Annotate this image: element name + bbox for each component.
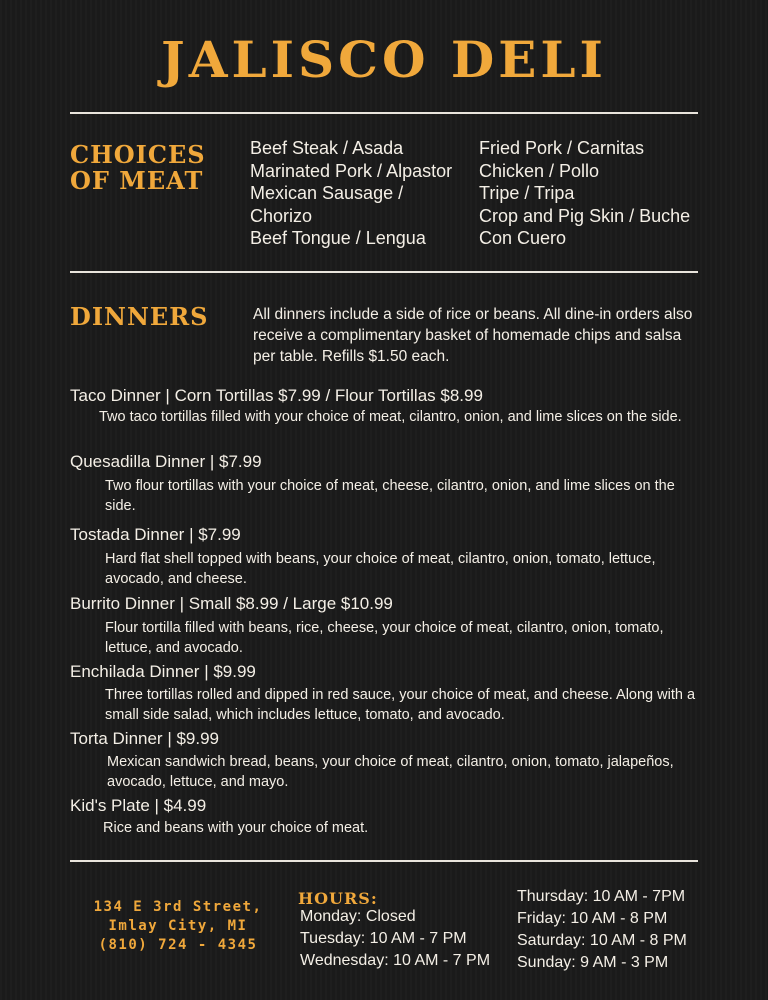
meat-option: Beef Tongue / Lengua	[250, 228, 426, 248]
meat-option: Beef Steak / Asada	[250, 138, 404, 158]
dinners-heading: DINNERS	[70, 302, 209, 331]
phone-number: (810) 724 - 4345	[98, 937, 258, 953]
meat-option: Chorizo	[250, 205, 313, 226]
menu-item-description: Hard flat shell topped with beans, your choice of meat, cilantro, onion, tomato, lettuce, avocado, and cheese.	[105, 551, 656, 587]
hours-line: Monday: Closed	[300, 908, 416, 925]
menu-item-description: Two taco tortillas filled with your choice of meat, cilantro, onion, and lime slices on the side.	[99, 409, 682, 425]
meat-option: Tripe / Tripa	[479, 183, 575, 203]
menu-item-title: Burrito Dinner | Small $8.99 / Large $10.99	[70, 594, 393, 613]
hours-line: Sunday: 9 AM - 3 PM	[517, 954, 669, 971]
meat-option: Con Cuero	[479, 228, 567, 248]
meat-list-col1	[250, 137, 452, 250]
menu-item-title: Kid's Plate | $4.99	[70, 796, 207, 815]
page-title: JALISCO DELI	[161, 30, 607, 89]
meat-heading	[70, 142, 206, 194]
menu-item-description: Three tortillas rolled and dipped in red sauce, your choice of meat, and cheese. Along with a small side salad, which includes lettuce, tomato, and avocado.	[105, 687, 696, 723]
hours-col1	[300, 906, 490, 972]
menu-item-description: Flour tortilla filled with beans, rice, cheese, your choice of meat, cilantro, onion, tomato, lettuce, and avocado.	[105, 620, 664, 656]
meat-option: Fried Pork / Carnitas	[479, 138, 645, 158]
meat-heading-line1: CHOICES	[70, 140, 206, 169]
address-city: Imlay City, MI	[108, 918, 248, 934]
menu-item-title: Quesadilla Dinner | $7.99	[70, 452, 262, 471]
menu-item-title: Torta Dinner | $9.99	[70, 729, 219, 748]
address-street: 134 E 3rd Street,	[93, 899, 263, 915]
menu-item-title: Taco Dinner | Corn Tortillas $7.99 / Flour Tortillas $8.99	[70, 386, 483, 405]
menu-item-description: Two flour tortillas with your choice of meat, cheese, cilantro, onion, and lime slices on the side.	[105, 478, 675, 514]
divider-top	[70, 112, 698, 114]
meat-option: Mexican Sausage /	[250, 183, 404, 203]
divider-bottom	[70, 860, 698, 862]
menu-item-title: Tostada Dinner | $7.99	[70, 525, 241, 544]
menu-item-title: Enchilada Dinner | $9.99	[70, 662, 256, 681]
dinners-intro: All dinners include a side of rice or beans. All dine-in orders also receive a complimentary basket of homemade chips and salsa per table. Refills $1.50 each.	[253, 306, 693, 365]
hours-line: Thursday: 10 AM - 7PM	[517, 888, 686, 905]
address-block	[70, 898, 286, 955]
meat-option: Crop and Pig Skin / Buche	[479, 205, 691, 226]
menu-item-description: Mexican sandwich bread, beans, your choice of meat, cilantro, onion, tomato, jalapeños, avocado, lettuce, and mayo.	[107, 754, 674, 790]
hours-heading: HOURS:	[298, 889, 378, 908]
hours-line: Wednesday: 10 AM - 7 PM	[300, 952, 491, 969]
hours-line: Tuesday: 10 AM - 7 PM	[300, 930, 467, 947]
meat-option: Chicken / Pollo	[479, 160, 600, 181]
hours-col2	[517, 886, 687, 974]
meat-heading-line2: OF MEAT	[70, 166, 204, 195]
meat-option: Marinated Pork / Alpastor	[250, 160, 453, 181]
divider-middle	[70, 271, 698, 273]
hours-line: Saturday: 10 AM - 8 PM	[517, 932, 687, 949]
meat-list-col2	[479, 137, 690, 250]
menu-item-description: Rice and beans with your choice of meat.	[103, 820, 369, 836]
hours-line: Friday: 10 AM - 8 PM	[517, 910, 668, 927]
